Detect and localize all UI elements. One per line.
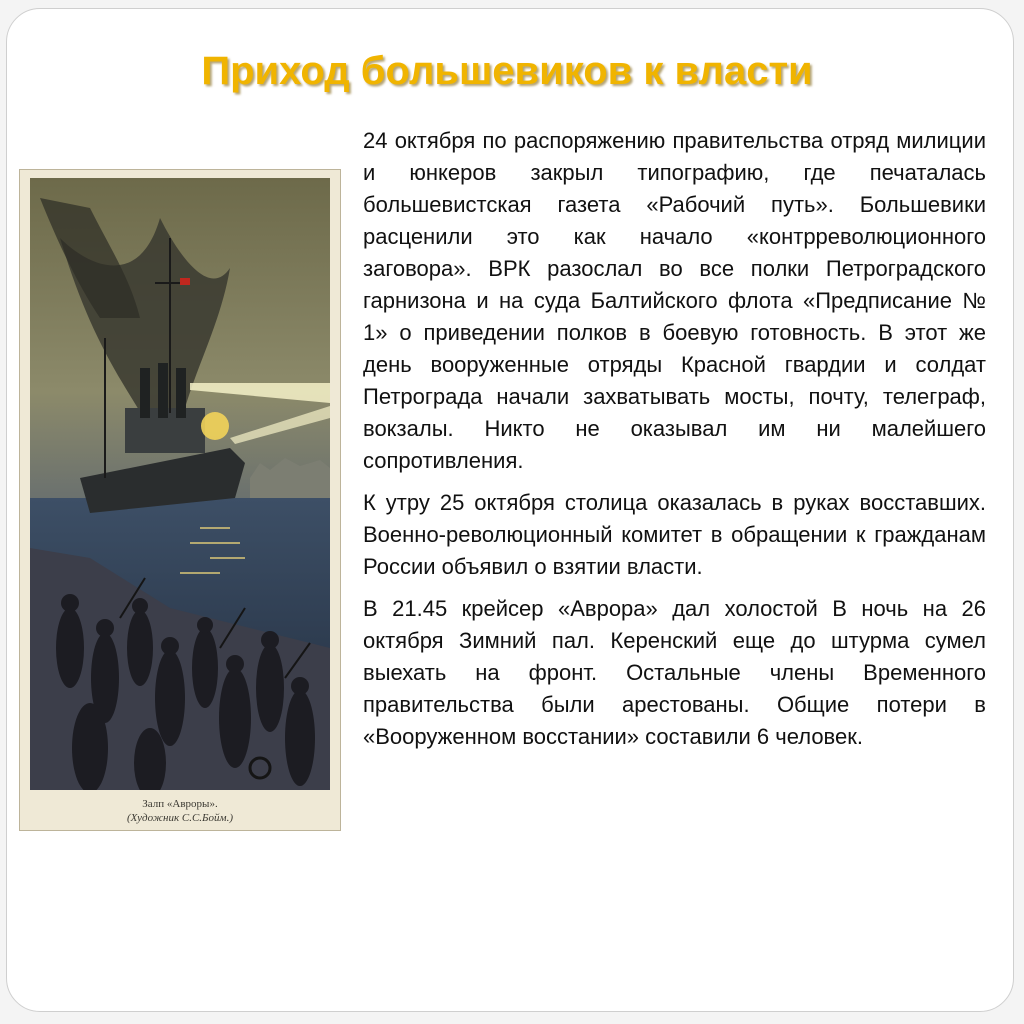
painting-caption-title: Залп «Авроры».	[142, 798, 218, 810]
slide	[6, 8, 1014, 1012]
paragraph: К утру 25 октября столица оказалась в руках восставших. Военно-революционный комитет в обращении к гражданам России объявил о взятии власти.	[363, 490, 986, 579]
painting-caption-author: (Художник С.С.Бойм.)	[127, 812, 233, 824]
slide-title: Приход большевиков к власти	[201, 49, 813, 93]
body-text	[363, 125, 986, 763]
paragraph: 24 октября по распоряжению правительства отряд милиции и юнкеров закрыл типографию, где печаталась большевистская газета «Рабочий путь». Большевики расценили это как начало «контрреволюционного заговора». ВРК разослал во все полки Петроградского гарнизона и на суда Балтийского флота «Предписание № 1» о приведении полков в боевую готовность. В этот же день вооруженные отряды Красной гвардии и солдат Петрограда начали захватывать мосты, почту, телеграф, вокзалы. Никто не оказывал им ни малейшего сопротивления.	[363, 128, 986, 473]
paragraph: В 21.45 крейсер «Аврора» дал холостой В ночь на 26 октября Зимний пал. Керенский еще до штурма сумел выехать на фронт. Остальные члены Временного правительства были арестованы. Общие потери в «Вооруженном восстании» составили 6 человек.	[363, 596, 986, 749]
aurora-painting	[19, 169, 341, 831]
aurora-painting-image	[30, 178, 330, 790]
